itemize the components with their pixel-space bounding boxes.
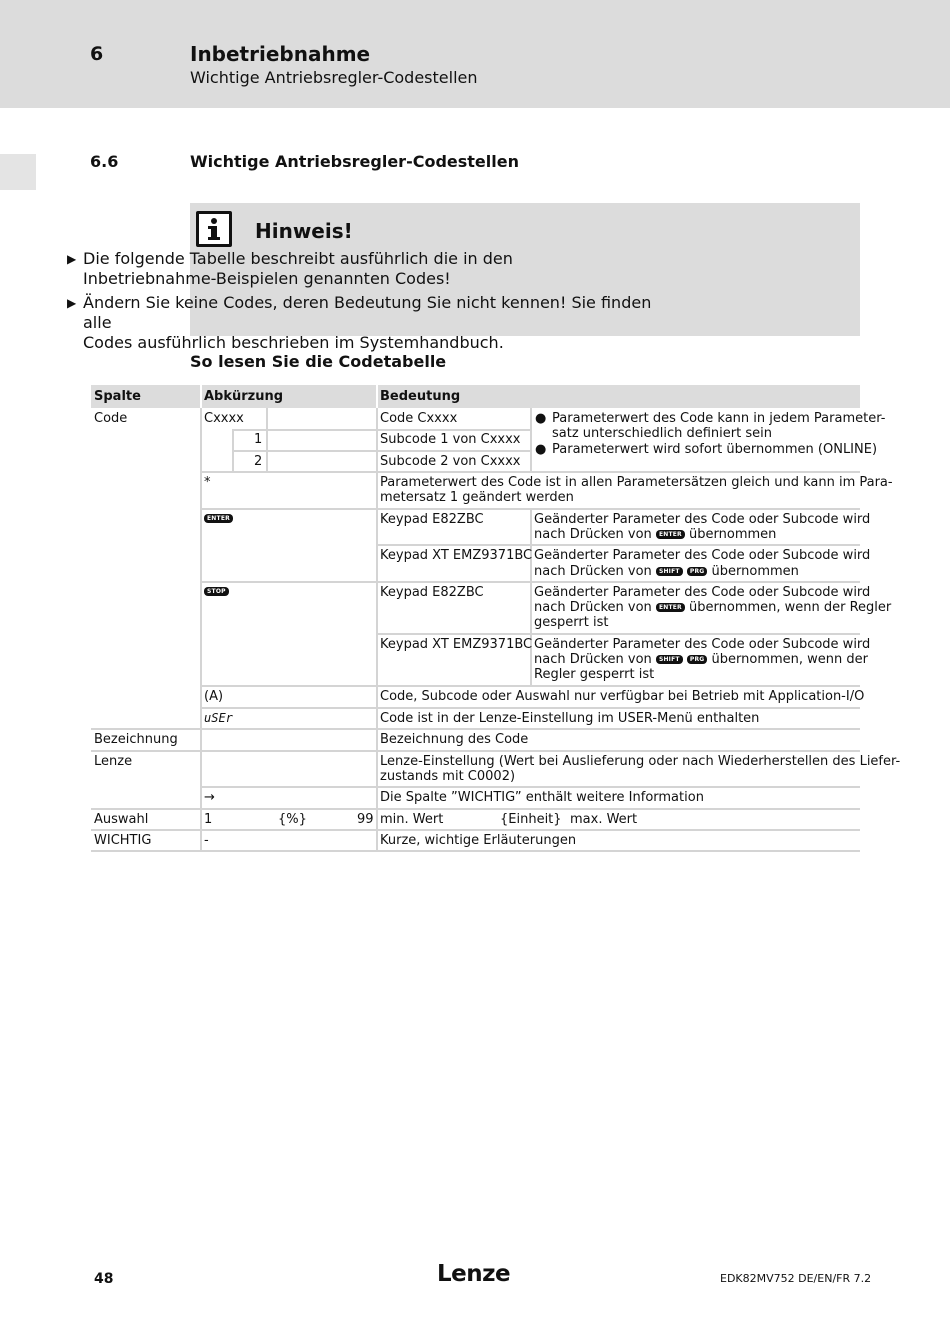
grid-line: [91, 808, 860, 810]
grid-line: [232, 450, 532, 452]
wichtig-abbr: -: [204, 833, 209, 848]
header-band: [0, 0, 950, 108]
triangle-right-icon: ▶: [67, 296, 77, 310]
row-label-auswahl: Auswahl: [94, 812, 149, 827]
grid-line: [266, 408, 268, 472]
prg-key-icon: PRG: [687, 655, 708, 664]
header-divider: [200, 385, 202, 408]
bezeichnung-text: Bezeichnung des Code: [380, 732, 529, 747]
grid-line: [376, 633, 860, 635]
subcode-1-text: Subcode 1 von Cxxxx: [380, 432, 521, 447]
abbr-subcode-1: 1: [254, 432, 263, 447]
section-title: Wichtige Antriebsregler-Codestellen: [190, 152, 519, 171]
wichtig-info-text: Die Spalte ”WICHTIG” enthält weitere Information: [380, 790, 704, 805]
auswahl-min-text: min. Wert: [380, 812, 444, 827]
grid-line: [530, 510, 532, 686]
row-label-lenze: Lenze: [94, 754, 133, 769]
keypad-e82zbc: Keypad E82ZBC: [380, 585, 484, 600]
stop-e82-line: Geänderter Parameter des Code oder Subcode wird: [534, 585, 871, 600]
row-label-code: Code: [94, 411, 128, 426]
grid-line: [91, 728, 860, 730]
grid-line: [200, 685, 860, 687]
abbr-cxxxx: Cxxxx: [204, 411, 244, 426]
auswahl-max-text: max. Wert: [570, 812, 638, 827]
lenze-logo: Lenze: [437, 1261, 511, 1287]
auswahl-max: 99: [357, 812, 374, 827]
enter-e82-line: Geänderter Parameter des Code oder Subcode wird: [534, 512, 871, 527]
auswahl-unit: {%}: [278, 812, 307, 827]
grid-line: [200, 786, 860, 788]
keypad-e82zbc: Keypad E82ZBC: [380, 512, 484, 527]
chapter-number: 6: [90, 43, 104, 65]
grid-line: [232, 429, 532, 431]
shift-key-icon: SHIFT: [656, 567, 683, 576]
bullet-dot-icon: ●: [535, 411, 547, 426]
enter-xt-line: nach Drücken von SHIFT PRG übernommen: [534, 564, 799, 579]
bullet-dot-icon: ●: [535, 442, 547, 457]
note-bullet-text: Die folgende Tabelle beschreibt ausführlich die in den Inbetriebnahme-Beispielen genannten Codes!: [83, 249, 513, 288]
auswahl-min: 1: [204, 812, 213, 827]
shift-key-icon: SHIFT: [656, 655, 683, 664]
keypad-emz9371bc: Keypad XT EMZ9371BC: [380, 548, 533, 563]
chapter-subtitle: Wichtige Antriebsregler-Codestellen: [190, 68, 478, 87]
enter-key-icon: ENTER: [656, 530, 685, 539]
auswahl-unit-text: {Einheit}: [500, 812, 562, 827]
wichtig-text: Kurze, wichtige Erläuterungen: [380, 833, 577, 848]
grid-line: [200, 707, 860, 709]
triangle-right-icon: ▶: [67, 252, 77, 266]
chapter-side-tab: [0, 154, 36, 190]
abbr-subcode-2: 2: [254, 454, 263, 469]
note-bullet-text: Ändern Sie keine Codes, deren Bedeutung Sie nicht kennen! Sie finden alle Codes ausführlich beschrieben im Systemhandbuch.: [83, 293, 652, 352]
grid-line: [200, 471, 860, 473]
code-cxxxx-text: Code Cxxxx: [380, 411, 458, 426]
stop-e82-line: nach Drücken von ENTER übernommen, wenn der Regler: [534, 600, 892, 615]
grid-line: [91, 750, 860, 752]
lenze-text: Lenze-Einstellung (Wert bei Auslieferung oder nach Wiederherstellen des Liefer- zustands mit C0002): [380, 754, 901, 784]
abbr-star: *: [204, 475, 211, 490]
note-bullet: [67, 293, 657, 353]
star-text: Parameterwert des Code ist in allen Parametersätzen gleich und kann im Para- metersatz 1 geändert werden: [380, 475, 893, 505]
stop-key-icon: STOP: [204, 584, 229, 599]
grid-line: [200, 508, 860, 510]
enter-key-icon: ENTER: [204, 511, 233, 526]
grid-line: [200, 581, 860, 583]
stop-xt-line: Geänderter Parameter des Code oder Subcode wird: [534, 637, 871, 652]
keypad-emz9371bc: Keypad XT EMZ9371BC: [380, 637, 533, 652]
grid-line: [91, 829, 860, 831]
stop-xt-line: Regler gesperrt ist: [534, 667, 655, 682]
chapter-title: Inbetriebnahme: [190, 42, 371, 66]
document-id: EDK82MV752 DE/EN/FR 7.2: [720, 1272, 872, 1285]
user-text: Code ist in der Lenze-Einstellung im USER-Menü enthalten: [380, 711, 760, 726]
grid-line: [376, 544, 860, 546]
arrow-right-icon: →: [204, 790, 215, 805]
bullet-text: Parameterwert wird sofort übernommen (ONLINE): [552, 442, 878, 457]
note-bullet: [67, 249, 657, 289]
column-header: Spalte: [94, 389, 141, 404]
abbr-user: uSEr: [204, 711, 233, 725]
section-number: 6.6: [90, 152, 119, 171]
enter-e82-line: nach Drücken von ENTER übernommen: [534, 527, 777, 542]
stop-xt-line: nach Drücken von SHIFT PRG übernommen, wenn der: [534, 652, 869, 667]
subcode-2-text: Subcode 2 von Cxxxx: [380, 454, 521, 469]
subheading: So lesen Sie die Codetabelle: [190, 352, 447, 371]
row-label-wichtig: WICHTIG: [94, 833, 152, 848]
grid-line: [91, 850, 860, 852]
enter-xt-line: Geänderter Parameter des Code oder Subcode wird: [534, 548, 871, 563]
abbr-application-io: (A): [204, 689, 224, 704]
page-number: 48: [94, 1271, 114, 1287]
enter-key-icon: ENTER: [656, 603, 685, 612]
info-icon: [196, 211, 232, 247]
column-header: Abkürzung: [204, 389, 284, 404]
stop-e82-line: gesperrt ist: [534, 615, 609, 630]
grid-line: [530, 408, 532, 472]
bullet-text: Parameterwert des Code kann in jedem Parameter- satz unterschiedlich definiert sein: [552, 411, 886, 441]
header-divider: [376, 385, 378, 408]
note-title: Hinweis!: [255, 219, 353, 243]
application-io-text: Code, Subcode oder Auswahl nur verfügbar bei Betrieb mit Application-I/O: [380, 689, 865, 704]
row-label-bezeichnung: Bezeichnung: [94, 732, 178, 747]
prg-key-icon: PRG: [687, 567, 708, 576]
column-header: Bedeutung: [380, 389, 461, 404]
